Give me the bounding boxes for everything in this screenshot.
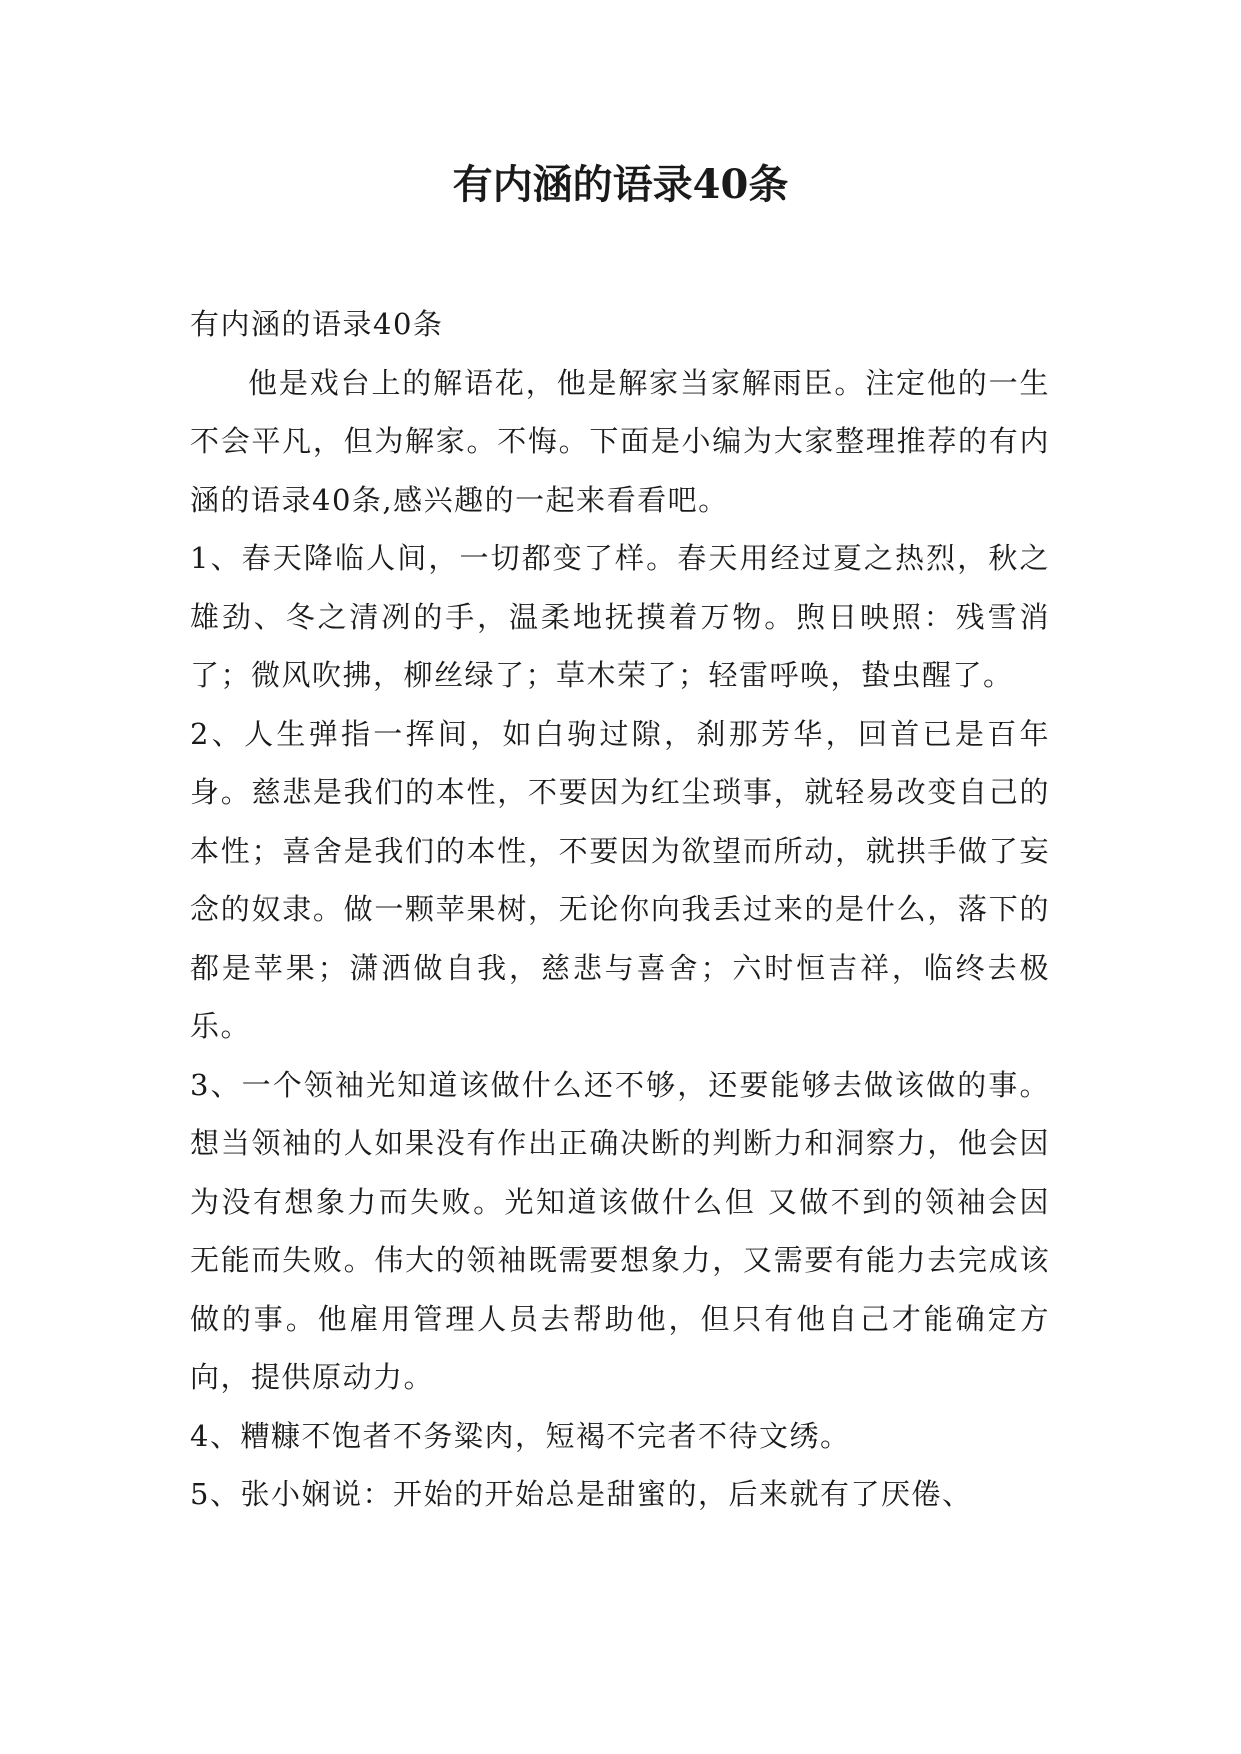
quote-item: 2、人生弹指一挥间，如白驹过隙，刹那芳华，回首已是百年身。慈悲是我们的本性，不要因为红尘琐事，就轻易改变自己的本性；喜舍是我们的本性，不要因为欲望而所动，就拱手做了妄念的奴隶。做一颗苹果树，无论你向我丢过来的是什么，落下的都是苹果；潇洒做自我，慈悲与喜舍；六时恒吉祥，临终去极乐。 bbox=[190, 716, 1050, 1043]
intro-paragraph: 他是戏台上的解语花，他是解家当家解雨臣。注定他的一生不会平凡，但为解家。不悔。下面是小编为大家整理推荐的有内涵的语录40条,感兴趣的一起来看看吧。 bbox=[190, 365, 1050, 517]
page-title: 有内涵的语录40条 bbox=[452, 161, 789, 208]
quote-item: 1、春天降临人间，一切都变了样。春天用经过夏之热烈，秋之雄劲、冬之清冽的手，温柔地抚摸着万物。煦日映照：残雪消了；微风吹拂，柳丝绿了；草木荣了；轻雷呼唤，蛰虫醒了。 bbox=[190, 541, 1050, 692]
quote-item: 5、张小娴说：开始的开始总是甜蜜的，后来就有了厌倦、 bbox=[190, 1477, 973, 1511]
quote-item: 4、糟糠不饱者不务粱肉，短褐不完者不待文绣。 bbox=[190, 1418, 851, 1453]
document-body bbox=[190, 295, 1050, 1524]
section-heading: 有内涵的语录40条 bbox=[190, 307, 444, 341]
quote-item: 3、一个领袖光知道该做什么还不够，还要能够去做该做的事。想当领袖的人如果没有作出正确决断的判断力和洞察力，他会因为没有想象力而失败。光知道该做什么但 又做不到的领袖会因无能而失败。伟大的领袖既需要想象力，又需要有能力去完成该做的事。他雇用管理人员去帮助他，但只有他自己才能确定方向，提供原动力。 bbox=[190, 1067, 1050, 1394]
